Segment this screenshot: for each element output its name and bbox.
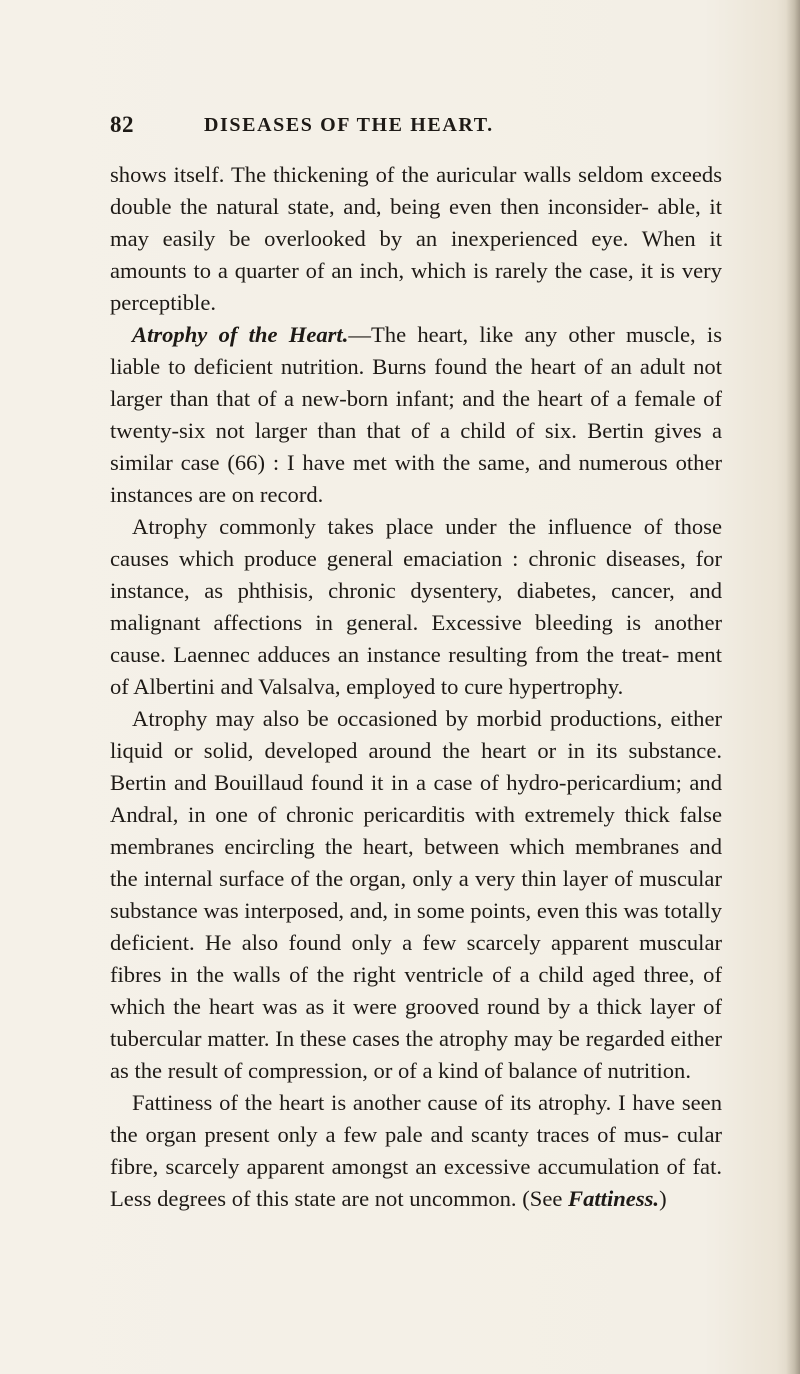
cross-reference-fattiness: Fattiness. [568, 1186, 660, 1211]
paragraph-2-text: —The heart, like any other muscle, is liable to deficient nutrition. Burns found the heart of an adult not larger than that of a new-born infant; and the heart of a female of twenty-six not larger than that of a child of six. Bertin gives a similar case (66) : I have met with the same, and numerous other instances are on record. [110, 322, 722, 507]
paragraph-5-close: ) [659, 1186, 667, 1211]
paragraph-5 [110, 1087, 722, 1215]
paragraph-4-text: Atrophy may also be occasioned by morbid productions, either liquid or solid, developed around the heart or in its substance. Bertin and Bouillaud found it in a case of hydro-pericardium; and Andral, in one of chronic pericarditis with extremely thick false membranes encircling the heart, between which membranes and the internal surface of the organ, only a very thin layer of muscular substance was interposed, and, in some points, even this was totally deficient. He also found only a few scarcely apparent muscular fibres in the walls of the right ventricle of a child aged three, of which the heart was as it were grooved round by a thick layer of tubercular matter. In these cases the atrophy may be regarded either as the result of compression, or of a kind of balance of nutrition. [110, 706, 722, 1083]
running-head [0, 112, 800, 142]
page-number: 82 [110, 112, 134, 137]
paragraph-3 [110, 511, 722, 703]
running-head-title: DISEASES OF THE HEART. [204, 114, 494, 136]
body-text [110, 159, 722, 1215]
paragraph-1 [110, 159, 722, 319]
paragraph-4 [110, 703, 722, 1087]
page-edge-shadow [786, 0, 800, 1374]
paragraph-2 [110, 319, 722, 511]
paragraph-5-text: Fattiness of the heart is another cause of its atrophy. I have seen the organ present only a few pale and scanty traces of mus- cular fibre, scarcely apparent amongst an excessive accumulation of fat. Less degrees of this state are not uncommon. (See [110, 1090, 722, 1211]
paragraph-1-text: shows itself. The thickening of the auricular walls seldom exceeds double the natural state, and, being even then inconsider- able, it may easily be overlooked by an inexperienced eye. When it amounts to a quarter of an inch, which is rarely the case, it is very perceptible. [110, 162, 722, 315]
paragraph-3-text: Atrophy commonly takes place under the influence of those causes which produce general emaciation : chronic diseases, for instance, as phthisis, chronic dysentery, diabetes, cancer, and malignant affections in general. Excessive bleeding is another cause. Laennec adduces an instance resulting from the treat- ment of Albertini and Valsalva, employed to cure hypertrophy. [110, 514, 722, 699]
section-heading-atrophy: Atrophy of the Heart. [132, 322, 349, 347]
